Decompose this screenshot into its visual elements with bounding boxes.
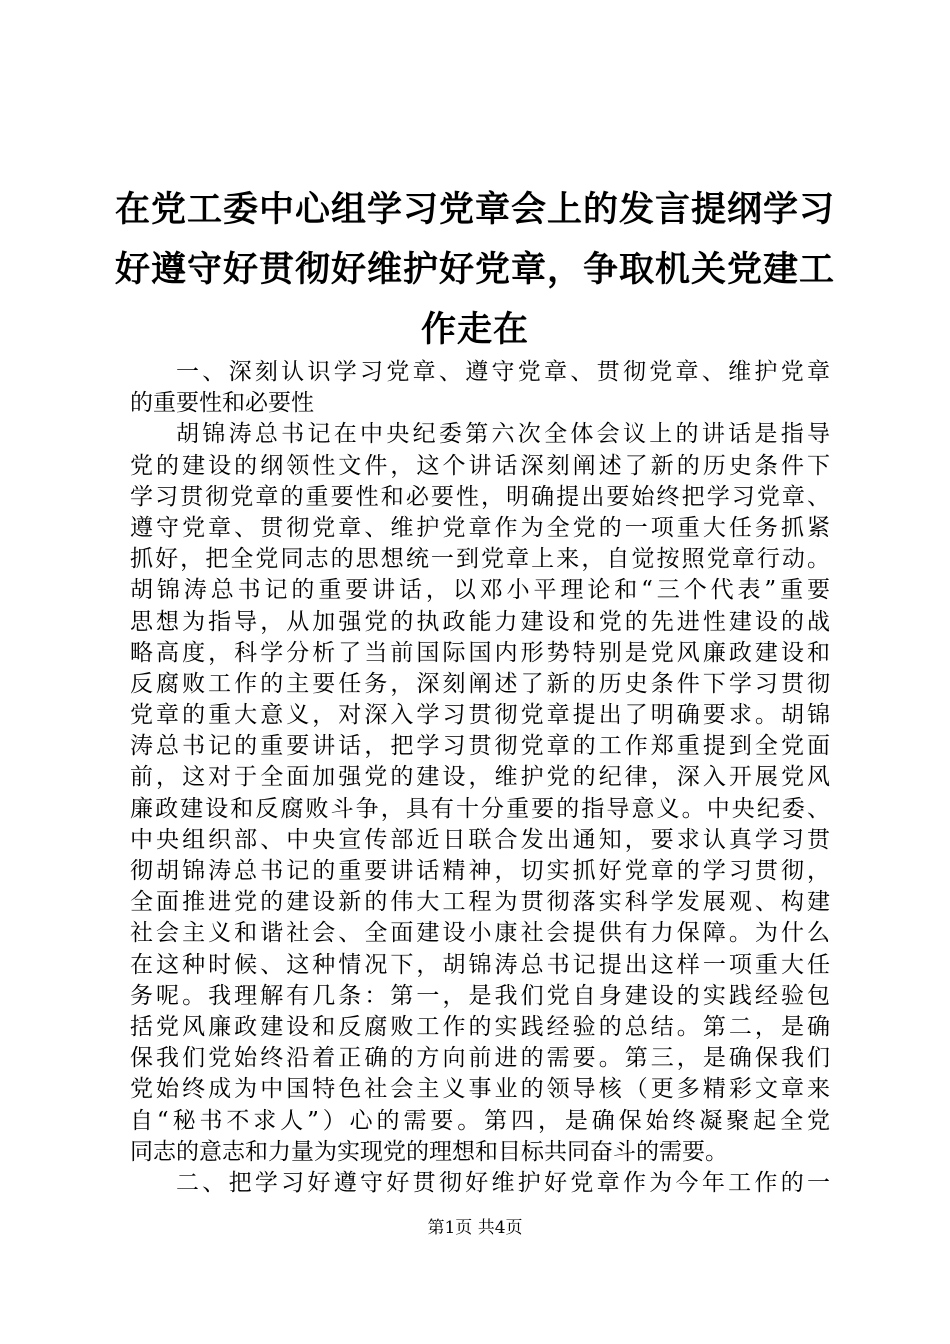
body-line: 抓好，把全党同志的思想统一到党章上来，自觉按照党章行动。 bbox=[130, 546, 830, 573]
body-line: 的重要性和必要性 bbox=[130, 390, 314, 417]
body-line: 党始终成为中国特色社会主义事业的领导核（更多精彩文章来 bbox=[130, 1076, 830, 1103]
body-line: 胡锦涛总书记的重要讲话，以邓小平理论和“三个代表”重要 bbox=[130, 577, 830, 604]
body-line: 学习贯彻党章的重要性和必要性，明确提出要始终把学习党章、 bbox=[130, 483, 830, 510]
body-line: 自“秘书不求人”）心的需要。第四，是确保始终凝聚起全党 bbox=[130, 1107, 830, 1134]
body-line: 二、把学习好遵守好贯彻好维护好党章作为今年工作的一 bbox=[176, 1169, 830, 1196]
page-footer: 第1页 共4页 bbox=[427, 1218, 523, 1238]
body-line: 廉政建设和反腐败斗争，具有十分重要的指导意义。中央纪委、 bbox=[130, 795, 830, 822]
document-body bbox=[130, 357, 830, 1199]
body-line: 在这种时候、这种情况下，胡锦涛总书记提出这样一项重大任 bbox=[130, 951, 830, 978]
body-line: 胡锦涛总书记在中央纪委第六次全体会议上的讲话是指导 bbox=[176, 421, 830, 448]
body-line: 社会主义和谐社会、全面建设小康社会提供有力保障。为什么 bbox=[130, 920, 830, 947]
body-line: 务呢。我理解有几条：第一，是我们党自身建设的实践经验包 bbox=[130, 982, 830, 1009]
body-line: 遵守党章、贯彻党章、维护党章作为全党的一项重大任务抓紧 bbox=[130, 514, 830, 541]
document-title bbox=[110, 180, 840, 360]
title-line: 在党工委中心组学习党章会上的发言提纲学习 bbox=[114, 190, 835, 230]
body-line: 前，这对于全面加强党的建设，维护党的纪律，深入开展党风 bbox=[130, 764, 830, 791]
body-line: 中央组织部、中央宣传部近日联合发出通知，要求认真学习贯 bbox=[130, 826, 830, 853]
title-line: 作走在 bbox=[420, 310, 529, 350]
body-line: 彻胡锦涛总书记的重要讲话精神，切实抓好党章的学习贯彻， bbox=[130, 858, 830, 884]
body-line: 保我们党始终沿着正确的方向前进的需要。第三，是确保我们 bbox=[130, 1045, 830, 1072]
body-line: 括党风廉政建设和反腐败工作的实践经验的总结。第二，是确 bbox=[130, 1013, 830, 1040]
title-line: 好遵守好贯彻好维护好党章，争取机关党建工 bbox=[114, 250, 835, 290]
body-line: 思想为指导，从加强党的执政能力建设和党的先进性建设的战 bbox=[130, 608, 830, 635]
body-line: 全面推进党的建设新的伟大工程为贯彻落实科学发展观、构建 bbox=[130, 889, 830, 916]
body-line: 反腐败工作的主要任务，深刻阐述了新的历史条件下学习贯彻 bbox=[130, 670, 830, 697]
body-line: 同志的意志和力量为实现党的理想和目标共同奋斗的需要。 bbox=[130, 1138, 728, 1165]
body-line: 涛总书记的重要讲话，把学习贯彻党章的工作郑重提到全党面 bbox=[130, 733, 830, 760]
body-line: 一、深刻认识学习党章、遵守党章、贯彻党章、维护党章 bbox=[176, 359, 830, 385]
body-line: 党章的重大意义，对深入学习贯彻党章提出了明确要求。胡锦 bbox=[130, 702, 830, 729]
body-line: 党的建设的纲领性文件，这个讲话深刻阐述了新的历史条件下 bbox=[130, 452, 830, 479]
body-line: 略高度，科学分析了当前国际国内形势特别是党风廉政建设和 bbox=[130, 639, 830, 666]
